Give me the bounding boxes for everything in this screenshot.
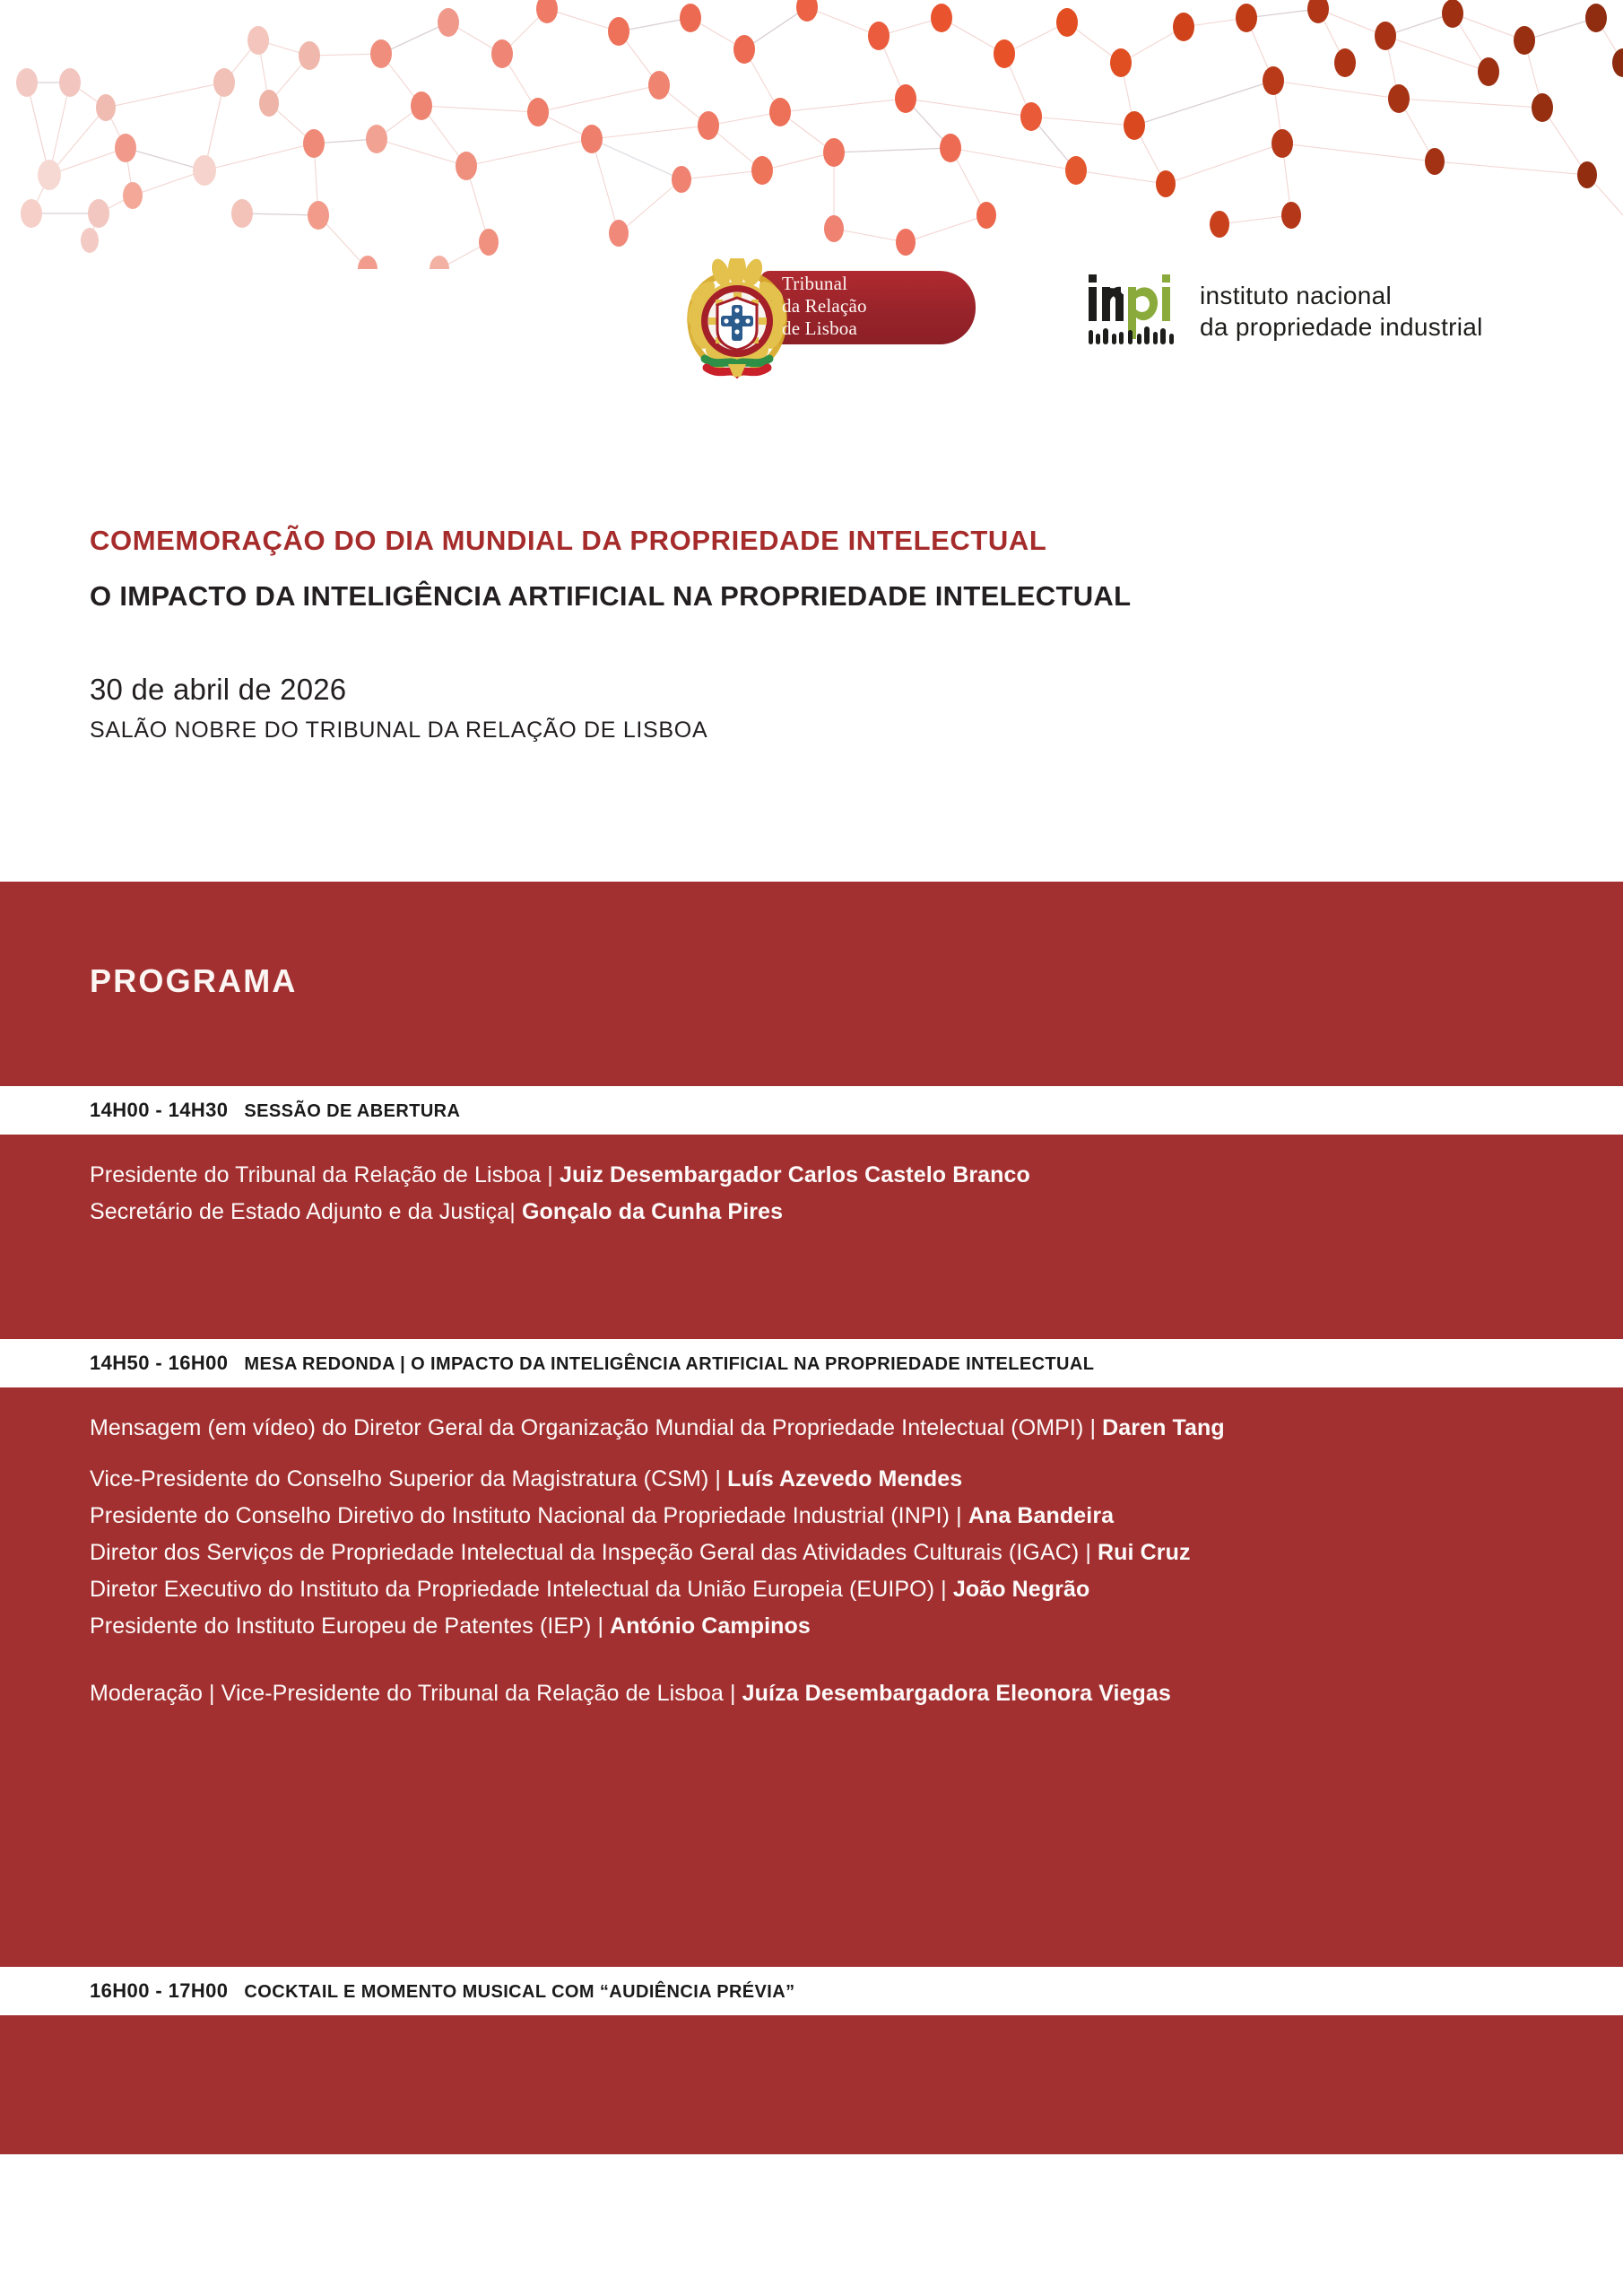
program-line-role: Diretor Executivo do Instituto da Propriedade Intelectual da União Europeia (EUIPO) |: [90, 1577, 953, 1602]
session-content-panel: [0, 1135, 1623, 1339]
program-line: [90, 1680, 1623, 1708]
program-line-name: João Negrão: [952, 1577, 1090, 1602]
tribunal-logo-line-1: Tribunal: [782, 273, 848, 294]
inpi-wordmark-icon: [1087, 271, 1184, 352]
tribunal-logo-line-2: da Relação: [782, 295, 867, 317]
program-line-role: Presidente do Conselho Diretivo do Instituto Nacional da Propriedade Industrial (INPI) |: [90, 1503, 968, 1528]
session-title: COCKTAIL E MOMENTO MUSICAL COM “AUDIÊNCIA PRÉVIA”: [244, 1982, 795, 2002]
logo-row: [0, 258, 1623, 375]
program-line-name: Luís Azevedo Mendes: [727, 1466, 963, 1492]
session-time-band: [0, 1967, 1623, 2015]
inpi-logo: [1087, 271, 1483, 359]
session-time: 14H50 - 16H00: [90, 1352, 229, 1374]
session-time: 14H00 - 14H30: [90, 1099, 229, 1121]
program-section-label: PROGRAMA: [90, 962, 298, 999]
program-line: [90, 1465, 1623, 1493]
session-content-panel: [0, 1387, 1623, 1967]
program-line-name: Juíza Desembargadora Eleonora Viegas: [742, 1681, 1171, 1706]
network-banner-graphic: [0, 0, 1623, 269]
program-line: [90, 1198, 1623, 1226]
page-title: COMEMORAÇÃO DO DIA MUNDIAL DA PROPRIEDADE INTELECTUAL: [90, 525, 1047, 556]
session-title: MESA REDONDA | O IMPACTO DA INTELIGÊNCIA ARTIFICIAL NA PROPRIEDADE INTELECTUAL: [244, 1354, 1095, 1374]
inpi-logo-text: [1200, 280, 1483, 343]
program-line: [90, 1576, 1623, 1604]
closing-panel: [0, 2015, 1623, 2154]
program-line-role: Presidente do Instituto Europeu de Patentes (IEP) |: [90, 1613, 611, 1639]
program-line: [90, 1613, 1623, 1640]
program-line-name: Rui Cruz: [1098, 1540, 1191, 1565]
program-line: [90, 1161, 1623, 1189]
event-venue: SALÃO NOBRE DO TRIBUNAL DA RELAÇÃO DE LISBOA: [90, 718, 708, 743]
tribunal-logo-line-3: de Lisboa: [782, 317, 858, 339]
event-date: 30 de abril de 2026: [90, 673, 347, 706]
program-line: [90, 1414, 1623, 1442]
program-line-role: Mensagem (em vídeo) do Diretor Geral da Organização Mundial da Propriedade Intelectual (OMPI) |: [90, 1415, 1103, 1440]
inpi-logo-line-1: instituto nacional: [1200, 282, 1392, 309]
program-line-name: Juiz Desembargador Carlos Castelo Branco: [559, 1162, 1030, 1187]
program-line-role: Secretário de Estado Adjunto e da Justiça|: [90, 1199, 522, 1224]
date-venue-block: [90, 673, 1166, 744]
page-subtitle: O IMPACTO DA INTELIGÊNCIA ARTIFICIAL NA PROPRIEDADE INTELECTUAL: [90, 580, 1132, 612]
portuguese-coat-of-arms-crest: [674, 258, 800, 384]
session-title: SESSÃO DE ABERTURA: [244, 1101, 461, 1121]
session-lines: [90, 1135, 1623, 1226]
program-line-role: Moderação | Vice-Presidente do Tribunal da Relação de Lisboa |: [90, 1681, 742, 1706]
program-line: [90, 1539, 1623, 1567]
program-line-name: Daren Tang: [1102, 1415, 1225, 1440]
program-line-name: António Campinos: [610, 1613, 811, 1639]
program-line-role: Vice-Presidente do Conselho Superior da Magistratura (CSM) |: [90, 1466, 728, 1492]
tribunal-logo-text: [782, 273, 970, 340]
session-time-band: [0, 1339, 1623, 1387]
program-line-role: Diretor dos Serviços de Propriedade Intelectual da Inspeção Geral das Atividades Culturais (IGAC) |: [90, 1540, 1098, 1565]
tribunal-da-relacao-de-lisboa-logo: [674, 258, 988, 384]
title-block: [90, 525, 1560, 613]
session-time-band: [0, 1086, 1623, 1135]
session-time: 16H00 - 17H00: [90, 1979, 229, 2002]
program-line: [90, 1502, 1623, 1530]
program-line-name: Gonçalo da Cunha Pires: [521, 1199, 784, 1224]
program-line-role: Presidente do Tribunal da Relação de Lisboa |: [90, 1162, 560, 1187]
session-lines: [90, 1387, 1623, 1708]
program-line-name: Ana Bandeira: [968, 1503, 1115, 1528]
inpi-logo-line-2: da propriedade industrial: [1200, 313, 1483, 341]
program-section-header: [0, 882, 1623, 1086]
